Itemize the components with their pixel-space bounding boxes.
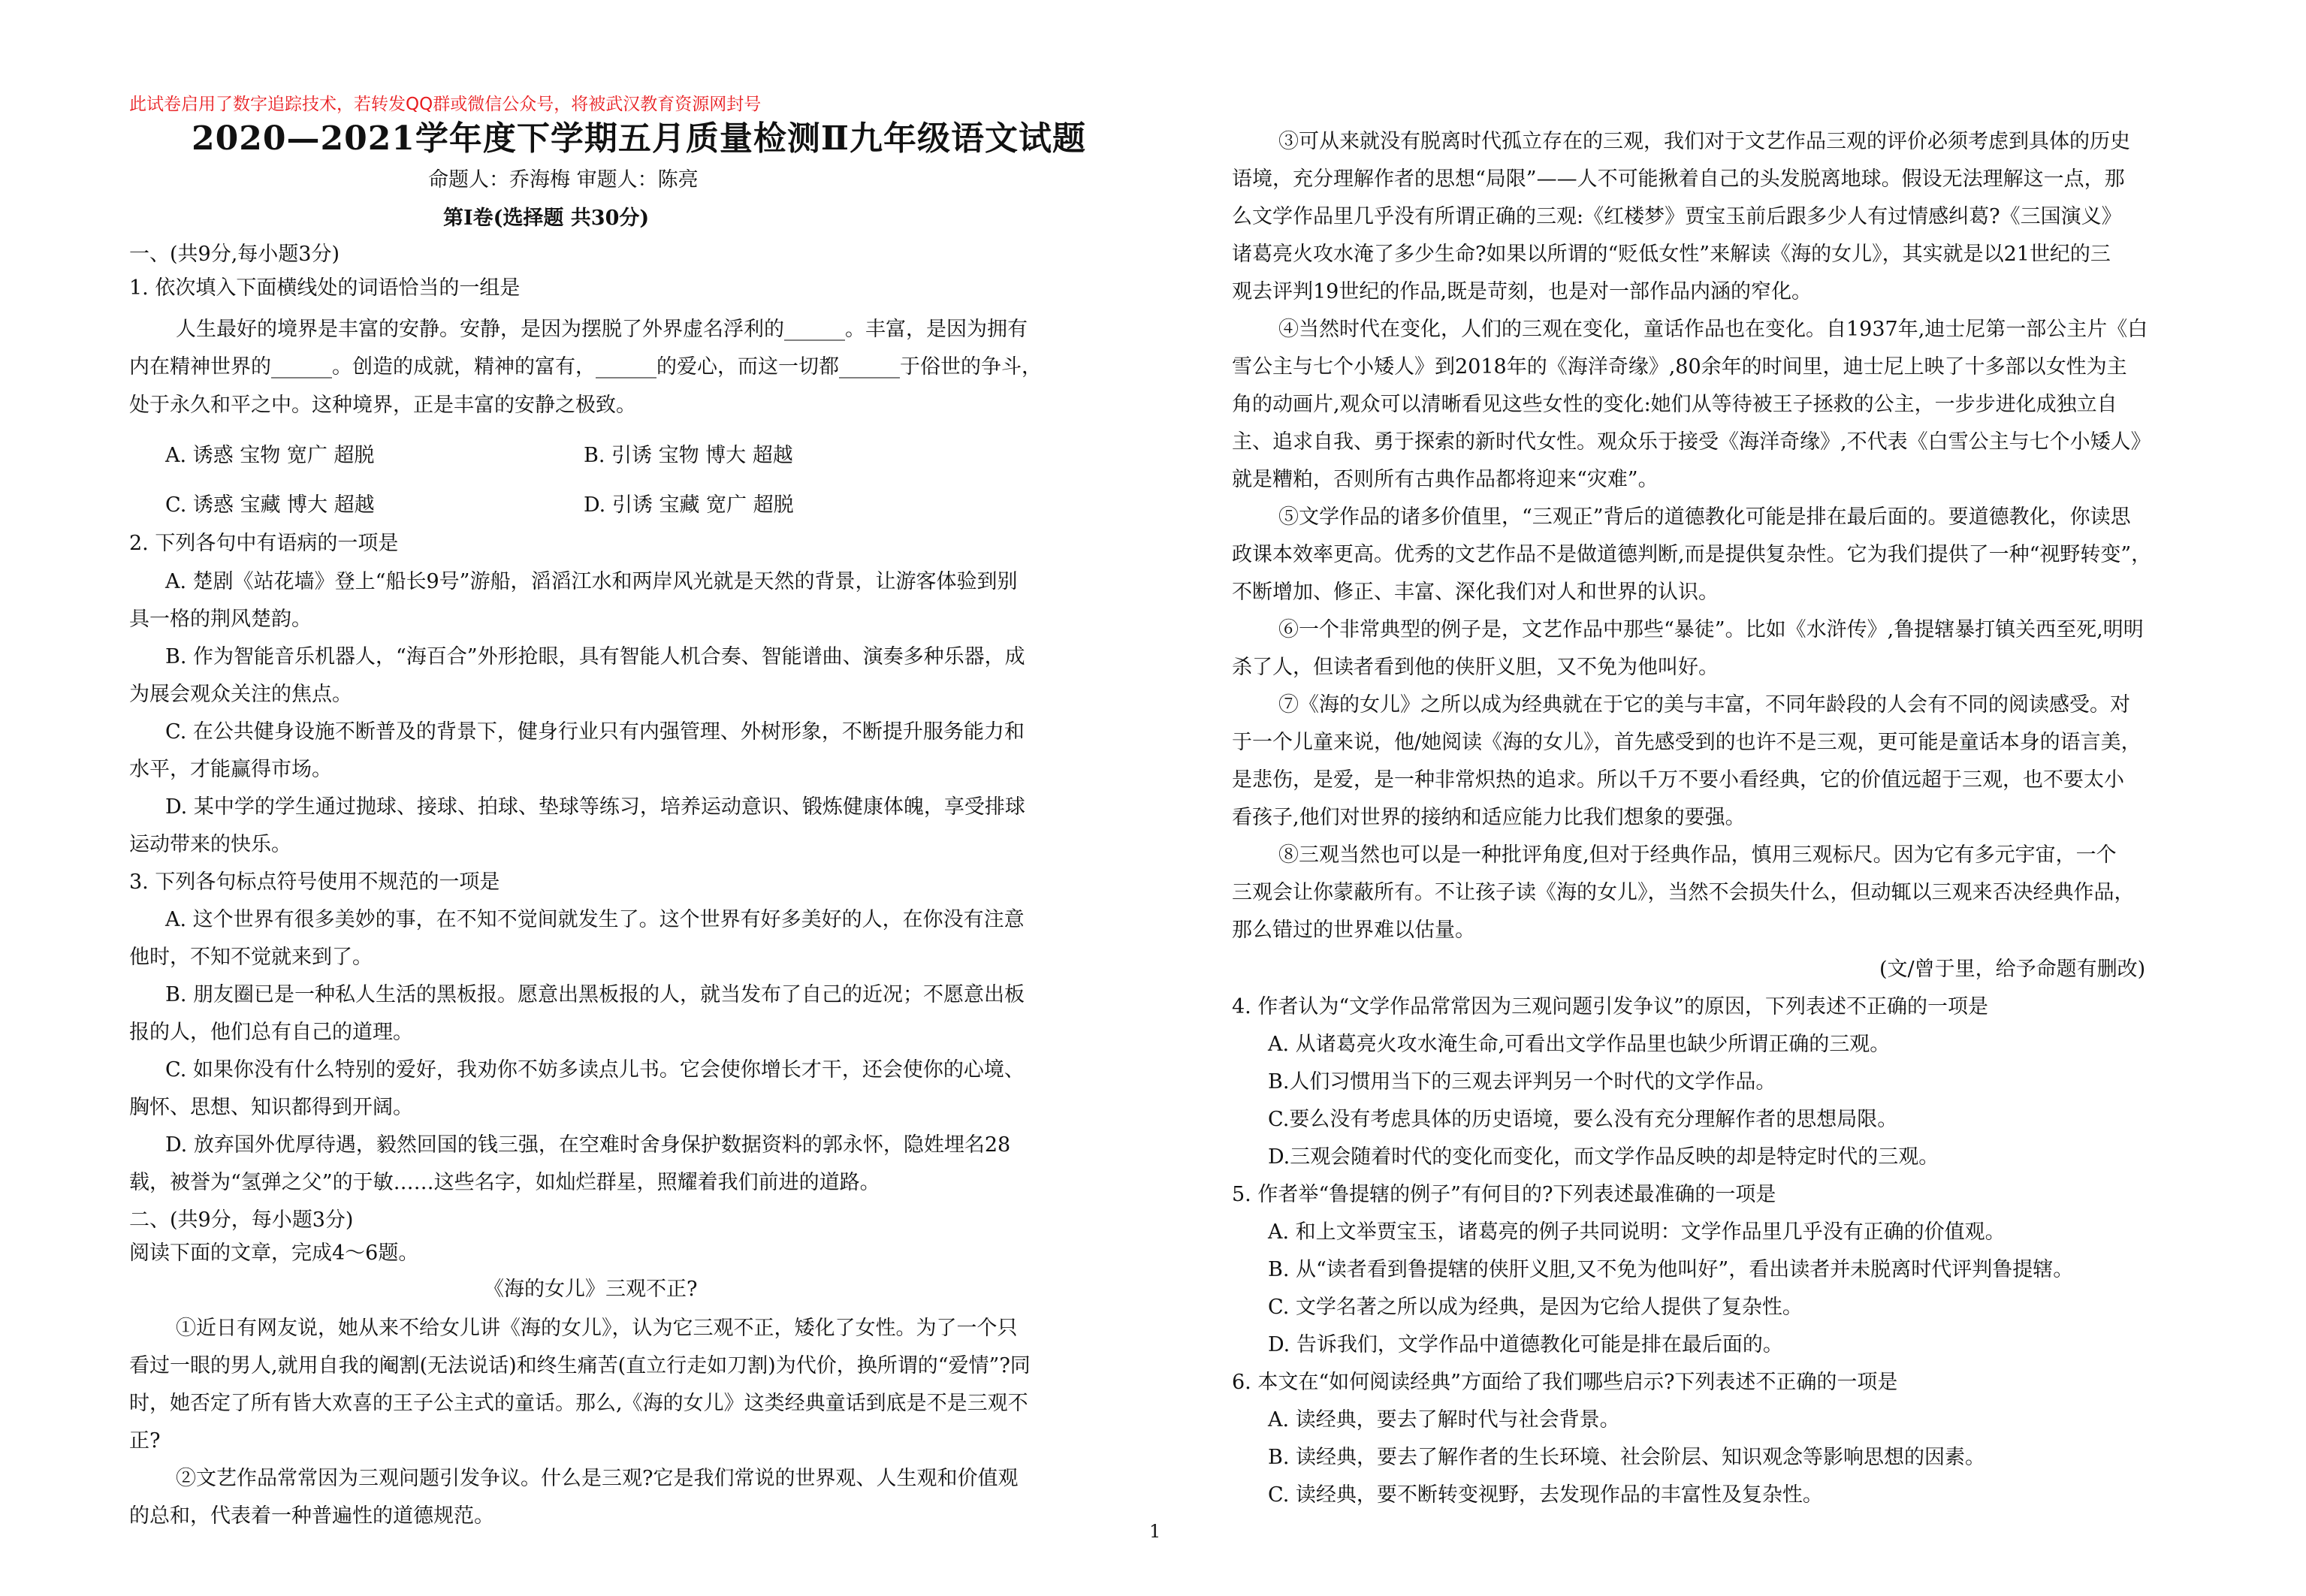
q2-option-b[interactable]: B. 作为智能音乐机器人，“海百合”外形抢眼，具有智能人机合奏、智能谱曲、演奏多种乐器，成 — [165, 645, 1025, 668]
tracking-notice: 此试卷启用了数字追踪技术，若转发QQ群或微信公众号，将被武汉教育资源网封号 — [129, 95, 762, 114]
article-line: 诸葛亮火攻水淹了多少生命?如果以所谓的“贬低女性”来解读《海的女儿》，其实就是以21世纪的三 — [1232, 243, 2111, 266]
article-paragraph-1: ①近日有网友说，她从来不给女儿讲《海的女儿》，认为它三观不正，矮化了女性。为了一个只 — [176, 1317, 1018, 1340]
article-line: 政课本效率更高。优秀的文艺作品不是做道德判断,而是提供复杂性。它为我们提供了一种“视野转变”， — [1232, 543, 2152, 566]
q3-option-d-cont: 载，被誉为“氢弹之父”的于敏……这些名字，如灿烂群星，照耀着我们前进的道路。 — [129, 1171, 880, 1194]
article-paragraph-5: ⑤文学作品的诸多价值里，“三观正”背后的道德教化可能是排在最后面的。要道德教化，你读思 — [1278, 505, 2131, 529]
q6-option-a[interactable]: A. 读经典，要去了解时代与社会背景。 — [1268, 1408, 1620, 1432]
q3-option-a[interactable]: A. 这个世界有很多美妙的事，在不知不觉间就发生了。这个世界有好多美好的人，在你没有注意 — [165, 908, 1025, 931]
q1-passage-line: 人生最好的境界是丰富的安静。安静，是因为摆脱了外界虚名浮利的______。丰富，是因为拥有 — [176, 318, 1028, 341]
article-line: 不断增加、修正、丰富、深化我们对人和世界的认识。 — [1232, 581, 1719, 604]
q2-option-c-cont: 水平，才能赢得市场。 — [129, 758, 332, 781]
article-line: 杀了人，但读者看到他的侠肝义胆，又不免为他叫好。 — [1232, 656, 1719, 679]
article-paragraph-6: ⑥一个非常典型的例子是，文艺作品中那些“暴徒”。比如《水浒传》,鲁提辖暴打镇关西至死,明明 — [1278, 618, 2144, 641]
q1-passage-line: 内在精神世界的______。创造的成就，精神的富有，______的爱心，而这一切都______于俗世的争斗， — [129, 355, 1042, 379]
section-1-heading: 一、(共9分,每小题3分) — [129, 243, 340, 266]
q3-option-c-cont: 胸怀、思想、知识都得到开阔。 — [129, 1096, 413, 1119]
article-line: 是悲伤，是爱，是一种非常炽热的追求。所以千万不要小看经典，它的价值远超于三观，也不要太小 — [1232, 768, 2124, 792]
question-4: 4. 作者认为“文学作品常常因为三观问题引发争议”的原因，下列表述不正确的一项是 — [1232, 995, 1988, 1018]
q2-option-c[interactable]: C. 在公共健身设施不断普及的背景下，健身行业只有内强管理、外树形象，不断提升服务能力和 — [165, 720, 1025, 744]
q1-option-b[interactable]: B. 引诱 宝物 博大 超越 — [584, 444, 793, 467]
article-line: 主、追求自我、勇于探索的新时代女性。观众乐于接受《海洋奇缘》,不代表《白雪公主与七个小矮人》 — [1232, 430, 2151, 454]
q6-option-c[interactable]: C. 读经典，要不断转变视野，去发现作品的丰富性及复杂性。 — [1268, 1483, 1823, 1507]
article-source: (文/曾于里，给予命题有删改) — [1879, 958, 2146, 981]
article-line: 正? — [129, 1429, 161, 1453]
q4-option-c[interactable]: C.要么没有考虑具体的历史语境，要么没有充分理解作者的思想局限。 — [1268, 1108, 1898, 1131]
article-line: 三观会让你蒙蔽所有。不让孩子读《海的女儿》，当然不会损失什么，但动辄以三观来否决经典作品， — [1232, 881, 2135, 904]
article-paragraph-8: ⑧三观当然也可以是一种批评角度,但对于经典作品，慎用三观标尺。因为它有多元宇宙，一个 — [1278, 843, 2117, 867]
q2-option-d-cont: 运动带来的快乐。 — [129, 833, 291, 856]
article-line: 观去评判19世纪的作品,既是苛刻，也是对一部作品内涵的窄化。 — [1232, 280, 1812, 303]
page-number: 1 — [1149, 1521, 1161, 1542]
question-6: 6. 本文在“如何阅读经典”方面给了我们哪些启示?下列表述不正确的一项是 — [1232, 1371, 1898, 1394]
article-paragraph-7: ⑦《海的女儿》之所以成为经典就在于它的美与丰富，不同年龄段的人会有不同的阅读感受。对 — [1278, 693, 2130, 717]
q5-option-a[interactable]: A. 和上文举贾宝玉，诸葛亮的例子共同说明：文学作品里几乎没有正确的价值观。 — [1268, 1220, 2006, 1244]
article-line: 的总和，代表着一种普遍性的道德规范。 — [129, 1504, 494, 1528]
q2-option-a-cont: 具一格的荆风楚韵。 — [129, 608, 312, 631]
q5-option-d[interactable]: D. 告诉我们，文学作品中道德教化可能是排在最后面的。 — [1268, 1333, 1783, 1356]
article-paragraph-2: ②文艺作品常常因为三观问题引发争议。什么是三观?它是我们常说的世界观、人生观和价值观 — [176, 1467, 1019, 1490]
article-line: 角的动画片,观众可以清晰看见这些女性的变化:她们从等待被王子拯救的公主，一步步进化成独立自 — [1232, 393, 2117, 416]
exam-title: 2020—2021学年度下学期五月质量检测Ⅱ九年级语文试题 — [192, 119, 1087, 158]
q1-option-d[interactable]: D. 引诱 宝藏 宽广 超脱 — [584, 493, 794, 517]
q2-option-a[interactable]: A. 楚剧《站花墙》登上“船长9号”游船，滔滔江水和两岸风光就是天然的背景，让游客体验到别 — [165, 570, 1018, 593]
q4-option-d[interactable]: D.三观会随着时代的变化而变化，而文学作品反映的却是特定时代的三观。 — [1268, 1145, 1939, 1169]
q3-option-c[interactable]: C. 如果你没有什么特别的爱好，我劝你不妨多读点儿书。它会使你增长才干，还会使你的心境、 — [165, 1058, 1025, 1082]
q1-option-c[interactable]: C. 诱惑 宝藏 博大 超越 — [165, 493, 375, 517]
article-line: 雪公主与七个小矮人》到2018年的《海洋奇缘》,80余年的时间里，迪士尼上映了十多部以女性为主 — [1232, 355, 2127, 379]
q3-option-a-cont: 他时，不知不觉就来到了。 — [129, 946, 373, 969]
article-line: 看孩子,他们对世界的接纳和适应能力比我们想象的要强。 — [1232, 806, 1746, 829]
q1-option-a[interactable]: A. 诱惑 宝物 宽广 超脱 — [165, 444, 375, 467]
q5-option-c[interactable]: C. 文学名著之所以成为经典，是因为它给人提供了复杂性。 — [1268, 1296, 1803, 1319]
article-title: 《海的女儿》三观不正? — [484, 1278, 698, 1301]
question-1: 1. 依次填入下面横线处的词语恰当的一组是 — [129, 276, 521, 300]
reading-instruction: 阅读下面的文章，完成4～6题。 — [129, 1242, 419, 1265]
q6-option-b[interactable]: B. 读经典，要去了解作者的生长环境、社会阶层、知识观念等影响思想的因素。 — [1268, 1446, 1986, 1469]
q2-option-d[interactable]: D. 某中学的学生通过抛球、接球、拍球、垫球等练习，培养运动意识、锻炼健康体魄，享受排球 — [165, 795, 1025, 819]
article-line: 那么错过的世界难以估量。 — [1232, 919, 1475, 942]
part1-heading: 第Ⅰ卷(选择题 共30分) — [443, 207, 650, 230]
q3-option-b[interactable]: B. 朋友圈已是一种私人生活的黑板报。愿意出黑板报的人，就当发布了自己的近况；不愿意出板 — [165, 983, 1025, 1006]
section-2-heading: 二、(共9分，每小题3分) — [129, 1208, 354, 1232]
question-2: 2. 下列各句中有语病的一项是 — [129, 532, 399, 555]
article-line: 时，她否定了所有皆大欢喜的王子公主式的童话。那么,《海的女儿》这类经典童话到底是不是三观不 — [129, 1392, 1028, 1415]
q5-option-b[interactable]: B. 从“读者看到鲁提辖的侠肝义胆,又不免为他叫好”，看出读者并未脱离时代评判鲁提辖。 — [1268, 1258, 2074, 1281]
article-paragraph-4: ④当然时代在变化，人们的三观在变化，童话作品也在变化。自1937年,迪士尼第一部公主片《白 — [1278, 318, 2148, 341]
q4-option-a[interactable]: A. 从诸葛亮火攻水淹生命,可看出文学作品里也缺少所谓正确的三观。 — [1268, 1033, 1891, 1056]
article-line: 于一个儿童来说，他/她阅读《海的女儿》，首先感受到的也许不是三观，更可能是童话本身的语言美， — [1232, 731, 2142, 754]
q2-option-b-cont: 为展会观众关注的焦点。 — [129, 683, 352, 706]
q3-option-b-cont: 报的人，他们总有自己的道理。 — [129, 1021, 413, 1044]
article-line: 看过一眼的男人,就用自我的阉割(无法说话)和终生痛苦(直立行走如刀割)为代价，换所谓的“爱情”?同 — [129, 1354, 1031, 1377]
article-line: 语境，充分理解作者的思想“局限”——人不可能揪着自己的头发脱离地球。假设无法理解这一点，那 — [1232, 167, 2125, 191]
question-5: 5. 作者举“鲁提辖的例子”有何目的?下列表述最准确的一项是 — [1232, 1183, 1776, 1206]
article-line: 就是糟粕，否则所有古典作品都将迎来“灾难”。 — [1232, 468, 1659, 491]
q4-option-b[interactable]: B.人们习惯用当下的三观去评判另一个时代的文学作品。 — [1268, 1070, 1776, 1094]
article-line: 么文学作品里几乎没有所谓正确的三观:《红楼梦》贾宝玉前后跟多少人有过情感纠葛?《三国演义》 — [1232, 205, 2122, 228]
q3-option-d[interactable]: D. 放弃国外优厚待遇，毅然回国的钱三强，在空难时舍身保护数据资料的郭永怀，隐姓埋名28 — [165, 1133, 1011, 1157]
exam-authors: 命题人：乔海梅 审题人：陈亮 — [428, 168, 699, 192]
question-3: 3. 下列各句标点符号使用不规范的一项是 — [129, 870, 500, 894]
article-paragraph-3: ③可从来就没有脱离时代孤立存在的三观，我们对于文艺作品三观的评价必须考虑到具体的历史 — [1278, 130, 2130, 153]
q1-passage-line: 处于永久和平之中。这种境界，正是丰富的安静之极致。 — [129, 394, 636, 417]
